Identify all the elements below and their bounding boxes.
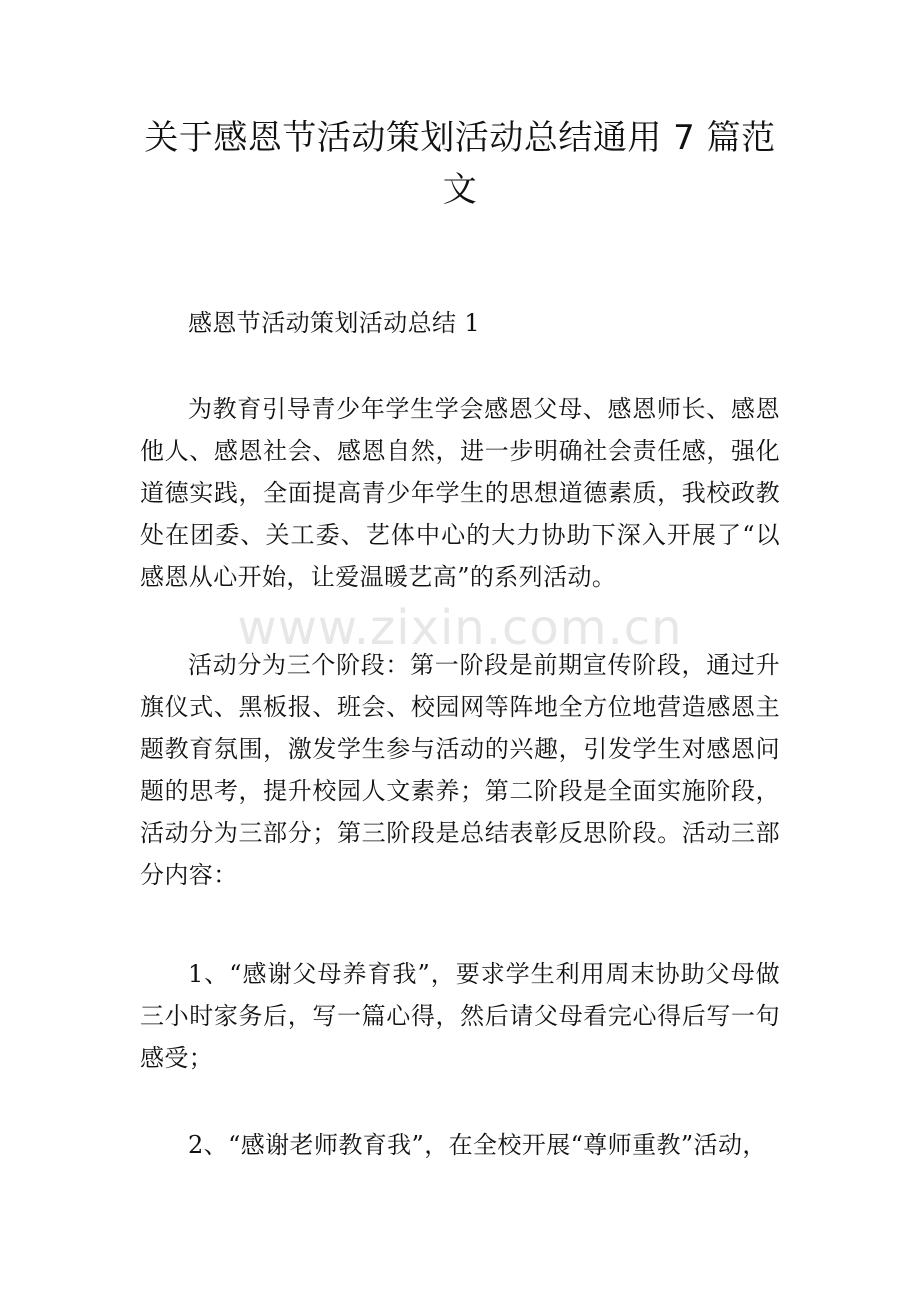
section-heading: 感恩节活动策划活动总结 1 <box>188 309 481 337</box>
paragraph-item-2: 2、“感谢老师教育我”，在全校开展“尊师重教”活动， <box>188 1131 767 1159</box>
watermark: www.zixin.com.cn <box>237 600 683 656</box>
paragraph-item-1: 1、“感谢父母养育我”，要求学生利用周末协助父母做三小时家务后，写一篇心得，然后请父母看完心得后写一句感受； <box>140 960 780 1072</box>
document-title: 关于感恩节活动策划活动总结通用 7 篇范文 <box>144 118 776 210</box>
paragraph-intro: 为教育引导青少年学生学会感恩父母、感恩师长、感恩他人、感恩社会、感恩自然，进一步明确社会责任感，强化道德实践，全面提高青少年学生的思想道德素质，我校政教处在团委、关工委、艺体中心的大力协助下深入开展了“以感恩从心开始，让爱温暖艺高”的系列活动。 <box>140 395 780 591</box>
paragraph-stages: 活动分为三个阶段：第一阶段是前期宣传阶段，通过升旗仪式、黑板报、班会、校园网等阵地全方位地营造感恩主题教育氛围，激发学生参与活动的兴趣，引发学生对感恩问题的思考，提升校园人文素养；第二阶段是全面实施阶段，活动分为三部分；第三阶段是总结表彰反思阶段。活动三部分内容： <box>140 651 780 889</box>
